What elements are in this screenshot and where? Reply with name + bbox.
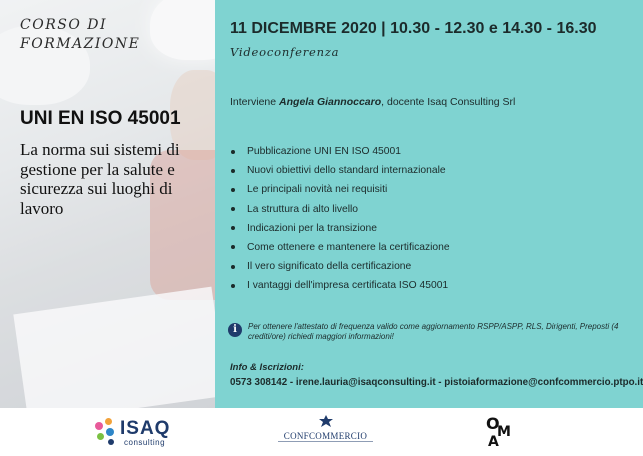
oma-letter-a: A — [488, 434, 499, 450]
isaq-logo-sub: consulting — [124, 438, 166, 447]
isaq-logo-word: ISAQ — [120, 418, 171, 439]
info-note: Per ottenere l'attestato di frequenza valido come aggiornamento RSPP/ASPP, RLS, Dirigenti, Preposti (4 crediti/ore) richiedi maggiori informazioni! — [248, 322, 619, 341]
list-item: Pubblicazione UNI EN ISO 45001 — [230, 142, 450, 161]
oma-logo — [484, 414, 518, 452]
course-subtitle: La norma sui sistemi di gestione per la salute e sicurezza sui luoghi di lavoro — [20, 140, 180, 218]
info-icon: i — [228, 323, 242, 337]
list-item: I vantaggi dell'impresa certificata ISO 45001 — [230, 276, 450, 295]
speaker-line — [230, 96, 515, 108]
course-label: CORSO DI FORMAZIONE — [20, 17, 141, 52]
list-item: Le principali novità nei requisiti — [230, 180, 450, 199]
info-label: Info & Iscrizioni: — [230, 362, 304, 373]
confcommercio-logo-word: CONFCOMMERCIO — [283, 431, 368, 441]
confcommercio-divider — [278, 441, 373, 442]
isaq-logo — [93, 416, 188, 450]
right-panel — [215, 0, 643, 408]
standard-title: UNI EN ISO 45001 — [20, 108, 181, 129]
event-mode: Videoconferenza — [230, 45, 340, 59]
topics-list — [230, 142, 450, 296]
event-date-time: 11 DICEMBRE 2020 | 10.30 - 12.30 e 14.30 - 16.30 — [230, 20, 597, 37]
confcommercio-emblem-icon — [318, 414, 334, 428]
left-panel — [0, 0, 215, 408]
contact-details[interactable]: 0573 308142 - irene.lauria@isaqconsulting.it - pistoiaformazione@confcommercio.ptpo.it — [230, 377, 643, 388]
speaker-name: Angela Giannoccaro — [279, 96, 382, 108]
list-item: La struttura di alto livello — [230, 200, 450, 219]
list-item: Il vero significato della certificazione — [230, 257, 450, 276]
list-item: Come ottenere e mantenere la certificazione — [230, 238, 450, 257]
oma-letter-o: O — [486, 414, 500, 433]
confcommercio-logo — [278, 414, 373, 452]
oma-letter-m: M — [497, 424, 511, 440]
list-item: Indicazioni per la transizione — [230, 219, 450, 238]
speaker-role: , docente Isaq Consulting Srl — [381, 96, 516, 108]
footer-logos — [0, 408, 643, 456]
list-item: Nuovi obiettivi dello standard internazionale — [230, 161, 450, 180]
speaker-prefix: Interviene — [230, 96, 280, 108]
